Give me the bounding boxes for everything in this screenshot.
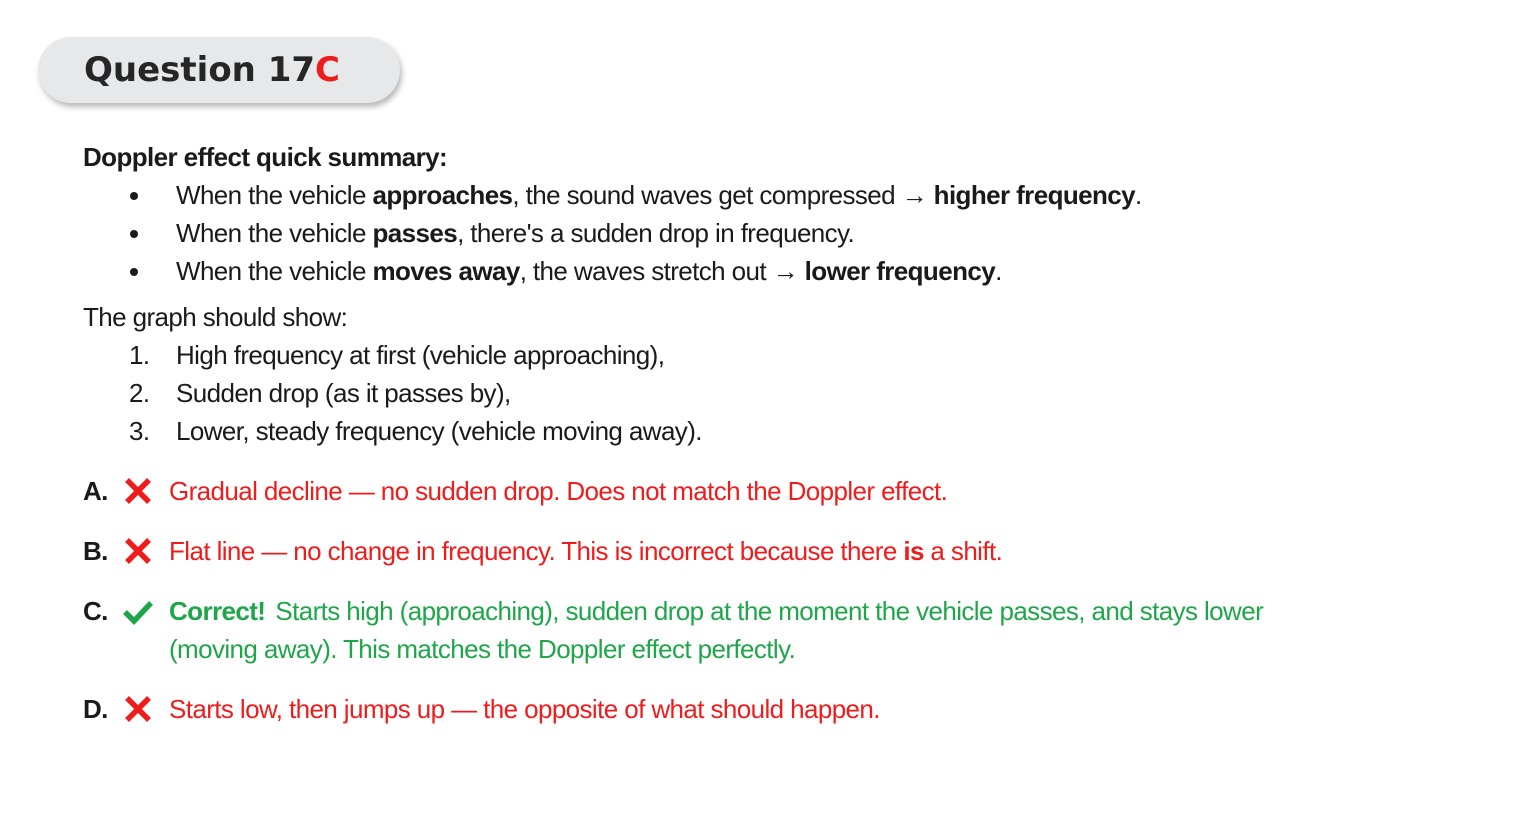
summary-list: [83, 176, 1463, 290]
answer-d: [83, 690, 1463, 728]
explanation-content: [83, 138, 1463, 750]
bullet-dot: [130, 192, 138, 200]
step-number: 3.: [129, 416, 150, 446]
summary-item: When the vehicle moves away, the waves stretch out → lower frequency.: [83, 252, 1463, 290]
answer-c-text: Correct! Starts high (approaching), sudden drop at the moment the vehicle passes, and stays lower (moving away). This matches the Doppler effect perfectly.: [169, 596, 1264, 664]
summary-item: When the vehicle approaches, the sound waves get compressed → higher frequency.: [83, 176, 1463, 214]
graph-step: 1. High frequency at first (vehicle approaching),: [83, 336, 1463, 374]
answer-letter-d: D.: [83, 694, 108, 724]
step-number: 1.: [129, 340, 150, 370]
cross-icon: [121, 534, 155, 568]
summary-item: When the vehicle passes, there's a sudden drop in frequency.: [83, 214, 1463, 252]
answer-b-text: Flat line — no change in frequency. This is incorrect because there is a shift.: [169, 536, 1003, 566]
question-title: [84, 48, 340, 92]
graph-steps-list: [83, 336, 1463, 450]
step-number: 2.: [129, 378, 150, 408]
bullet-dot: [130, 230, 138, 238]
answer-letter: C: [315, 50, 340, 90]
answer-list: [83, 472, 1463, 728]
graph-step: 3. Lower, steady frequency (vehicle moving away).: [83, 412, 1463, 450]
answer-d-text: Starts low, then jumps up — the opposite of what should happen.: [169, 694, 880, 724]
answer-letter-a: A.: [83, 476, 108, 506]
check-icon: [121, 594, 155, 628]
answer-b: [83, 532, 1463, 570]
cross-icon: [121, 474, 155, 508]
graph-intro: The graph should show:: [83, 302, 348, 332]
correct-label: Correct!: [169, 596, 266, 626]
answer-letter-b: B.: [83, 536, 108, 566]
question-number: Question 17: [84, 50, 316, 90]
answer-a-text: Gradual decline — no sudden drop. Does not match the Doppler effect.: [169, 476, 948, 506]
answer-a: [83, 472, 1463, 510]
cross-icon: [121, 692, 155, 726]
bullet-dot: [130, 268, 138, 276]
answer-letter-c: C.: [83, 596, 108, 626]
answer-c: [83, 592, 1463, 668]
summary-heading: Doppler effect quick summary:: [83, 142, 448, 172]
graph-step: 2. Sudden drop (as it passes by),: [83, 374, 1463, 412]
